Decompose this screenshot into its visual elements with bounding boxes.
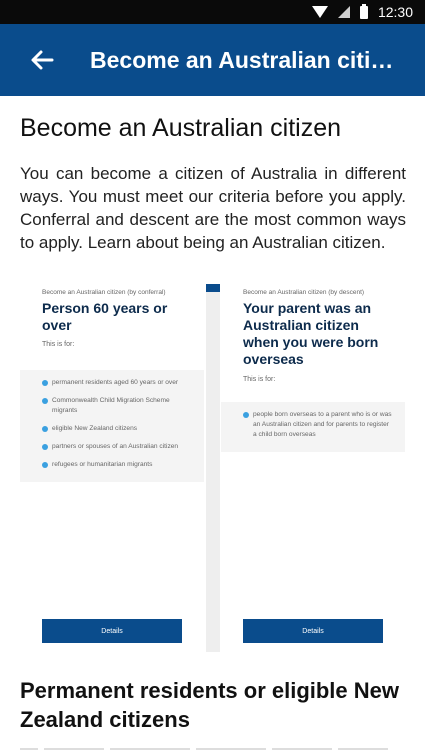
main-content (0, 96, 425, 756)
status-bar (0, 0, 425, 24)
card-kicker: Become an Australian citizen (by descent) (243, 289, 365, 296)
app-bar-title: Become an Australian citi… (90, 46, 394, 73)
list-item: permanent residents aged 60 years or over (20, 378, 204, 388)
scroll-indicator (206, 284, 220, 292)
card-conferral (20, 284, 204, 652)
card-descent (221, 284, 405, 652)
card-for-label: This is for: (243, 376, 276, 383)
details-button[interactable]: Details (243, 619, 383, 643)
back-button[interactable] (22, 40, 62, 80)
card-kicker: Become an Australian citizen (by conferral) (42, 289, 166, 296)
card-for-label: This is for: (42, 341, 75, 348)
card-heading: Your parent was an Australian citizen when you were born overseas (243, 300, 379, 367)
card-heading: Person 60 years or over (42, 300, 168, 333)
battery-icon (360, 6, 368, 19)
list-item: people born overseas to a parent who is or was an Australian citizen and for parents to register a child born overseas (221, 410, 405, 440)
app-bar (0, 24, 425, 96)
next-paragraph-hint (20, 748, 405, 756)
bullet-check-icon (243, 412, 249, 418)
list-item: Commonwealth Child Migration Scheme migrants (20, 396, 204, 416)
signal-icon (338, 6, 350, 18)
card-eligibility-list (221, 402, 405, 452)
list-item: eligible New Zealand citizens (20, 424, 204, 434)
bullet-check-icon (42, 462, 48, 468)
details-button[interactable]: Details (42, 619, 182, 643)
pathway-cards-image (20, 284, 405, 652)
arrow-back-icon (30, 49, 54, 71)
bullet-check-icon (42, 444, 48, 450)
intro-paragraph: You can become a citizen of Australia in different ways. You must meet our criteria before you apply. Conferral and descent are the most common ways to apply. Learn about being an Australian citizen. (20, 164, 406, 252)
list-item: refugees or humanitarian migrants (20, 460, 204, 470)
page-title: Become an Australian citizen (20, 114, 342, 142)
card-eligibility-list (20, 370, 204, 482)
bullet-check-icon (42, 426, 48, 432)
list-item: partners or spouses of an Australian citizen (20, 442, 204, 452)
section-heading: Permanent residents or eligible New Zealand citizens (20, 678, 400, 732)
bullet-check-icon (42, 380, 48, 386)
wifi-icon (312, 6, 328, 18)
card-divider (206, 284, 220, 652)
bullet-check-icon (42, 398, 48, 404)
status-time: 12:30 (377, 4, 413, 20)
